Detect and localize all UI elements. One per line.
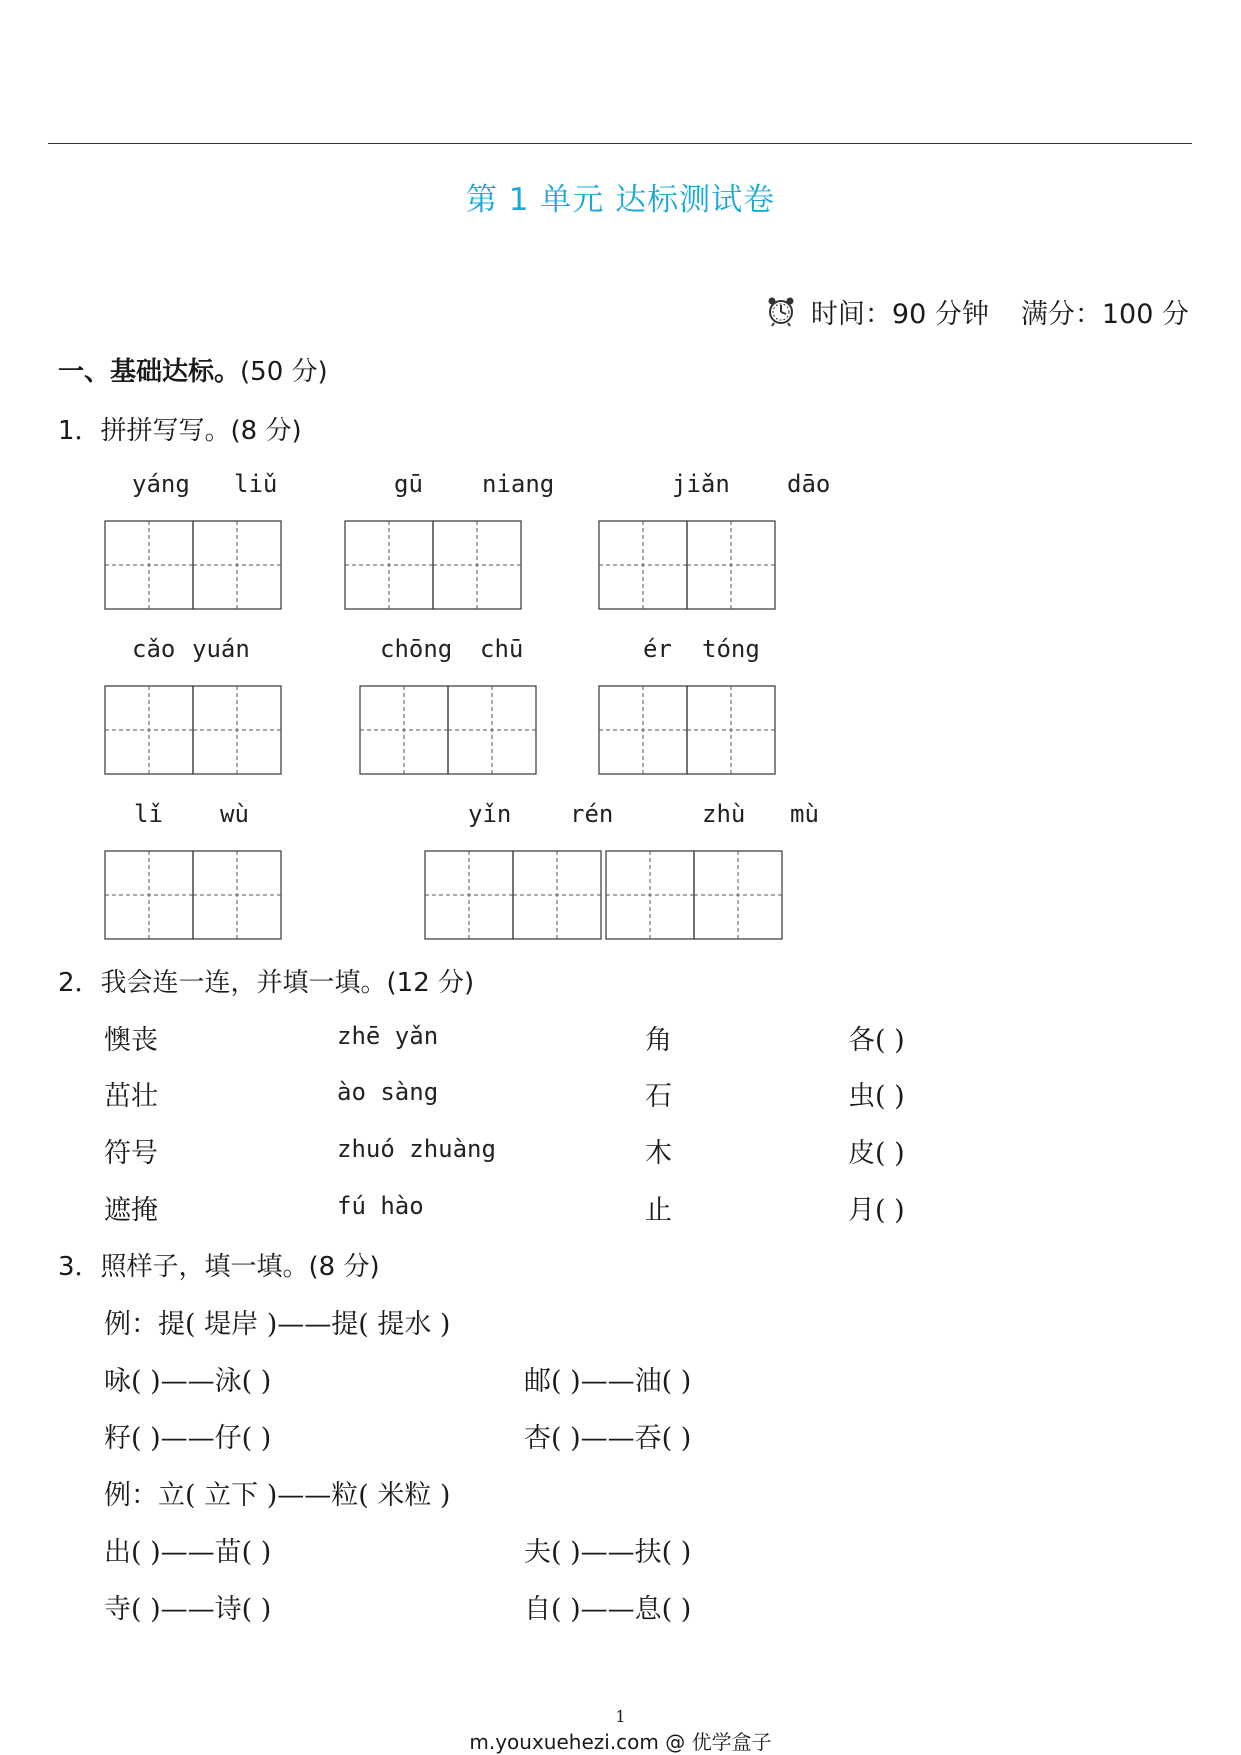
pinyin-label: tóng <box>702 635 760 663</box>
pinyin-label: niang <box>482 470 555 498</box>
fill-blank-row[interactable]: 自( )——息( ) <box>524 1594 692 1625</box>
score-label: 满分：100 分 <box>1020 299 1189 330</box>
pinyin-option: ào sàng <box>337 1078 439 1106</box>
q1-heading: 1．拼拼写写。(8 分) <box>58 416 302 446</box>
footer-source: m.youxuehezi.com @ 优学盒子 <box>469 1730 772 1754</box>
radical-item: 角 <box>645 1025 672 1056</box>
pinyin-label: zhù <box>702 800 746 828</box>
radical-item: 石 <box>645 1081 672 1112</box>
writing-grid[interactable] <box>104 685 282 775</box>
pinyin-label: yuán <box>192 635 250 663</box>
word-item: 懊丧 <box>104 1025 158 1056</box>
writing-grid[interactable] <box>605 850 783 940</box>
fill-blank-row[interactable]: 寺( )——诗( ) <box>104 1594 272 1625</box>
example-line: 例：立( 立下 )——粒( 米粒 ) <box>104 1480 451 1511</box>
pinyin-label: chū <box>480 635 524 663</box>
pinyin-label: yǐn <box>468 800 512 828</box>
fill-blank[interactable]: 各( ) <box>848 1025 905 1056</box>
fill-blank[interactable]: 皮( ) <box>848 1138 905 1169</box>
fill-blank-row[interactable]: 邮( )——油( ) <box>524 1366 692 1397</box>
radical-item: 止 <box>645 1195 672 1226</box>
q3-heading: 3．照样子，填一填。(8 分) <box>58 1252 380 1282</box>
writing-grid[interactable] <box>104 850 282 940</box>
writing-grid[interactable] <box>344 520 522 610</box>
fill-blank-row[interactable]: 籽( )——仔( ) <box>104 1423 272 1454</box>
example-line: 例：提( 堤岸 )——提( 提水 ) <box>104 1309 451 1340</box>
word-item: 符号 <box>104 1138 158 1169</box>
time-label: 时间：90 分钟 <box>810 299 989 330</box>
pinyin-label: ér <box>643 635 672 663</box>
writing-grid[interactable] <box>104 520 282 610</box>
pinyin-label: chōng <box>380 635 453 663</box>
writing-grid[interactable] <box>598 520 776 610</box>
writing-grid[interactable] <box>359 685 537 775</box>
pinyin-label: mù <box>790 800 819 828</box>
page-title: 第 1 单元 达标测试卷 <box>465 182 776 218</box>
fill-blank-row[interactable]: 咏( )——泳( ) <box>104 1366 272 1397</box>
section-heading: 一、基础达标。(50 分) <box>58 357 328 387</box>
exam-meta <box>765 292 1189 334</box>
pinyin-label: wù <box>220 800 249 828</box>
pinyin-label: lǐ <box>134 800 163 828</box>
pinyin-label: jiǎn <box>672 470 730 498</box>
pinyin-label: yáng <box>132 470 190 498</box>
word-item: 遮掩 <box>104 1195 158 1226</box>
radical-item: 木 <box>645 1138 672 1169</box>
fill-blank-row[interactable]: 出( )——苗( ) <box>104 1537 272 1568</box>
word-item: 茁壮 <box>104 1081 158 1112</box>
pinyin-label: cǎo <box>132 635 176 663</box>
fill-blank[interactable]: 月( ) <box>848 1195 905 1226</box>
writing-grid[interactable] <box>424 850 602 940</box>
header-rule <box>48 143 1192 144</box>
pinyin-option: zhē yǎn <box>337 1022 439 1050</box>
pinyin-label: gū <box>394 470 423 498</box>
writing-grid[interactable] <box>598 685 776 775</box>
fill-blank[interactable]: 虫( ) <box>848 1081 905 1112</box>
fill-blank-row[interactable]: 杏( )——吞( ) <box>524 1423 692 1454</box>
q2-heading: 2．我会连一连，并填一填。(12 分) <box>58 968 475 998</box>
pinyin-option: zhuó zhuàng <box>337 1135 496 1163</box>
pinyin-label: liǔ <box>234 470 278 498</box>
pinyin-option: fú hào <box>337 1192 424 1220</box>
pinyin-label: dāo <box>787 470 831 498</box>
fill-blank-row[interactable]: 夫( )——扶( ) <box>524 1537 692 1568</box>
pinyin-label: rén <box>570 800 614 828</box>
page-number: 1 <box>615 1707 626 1726</box>
alarm-clock-icon <box>765 295 797 334</box>
